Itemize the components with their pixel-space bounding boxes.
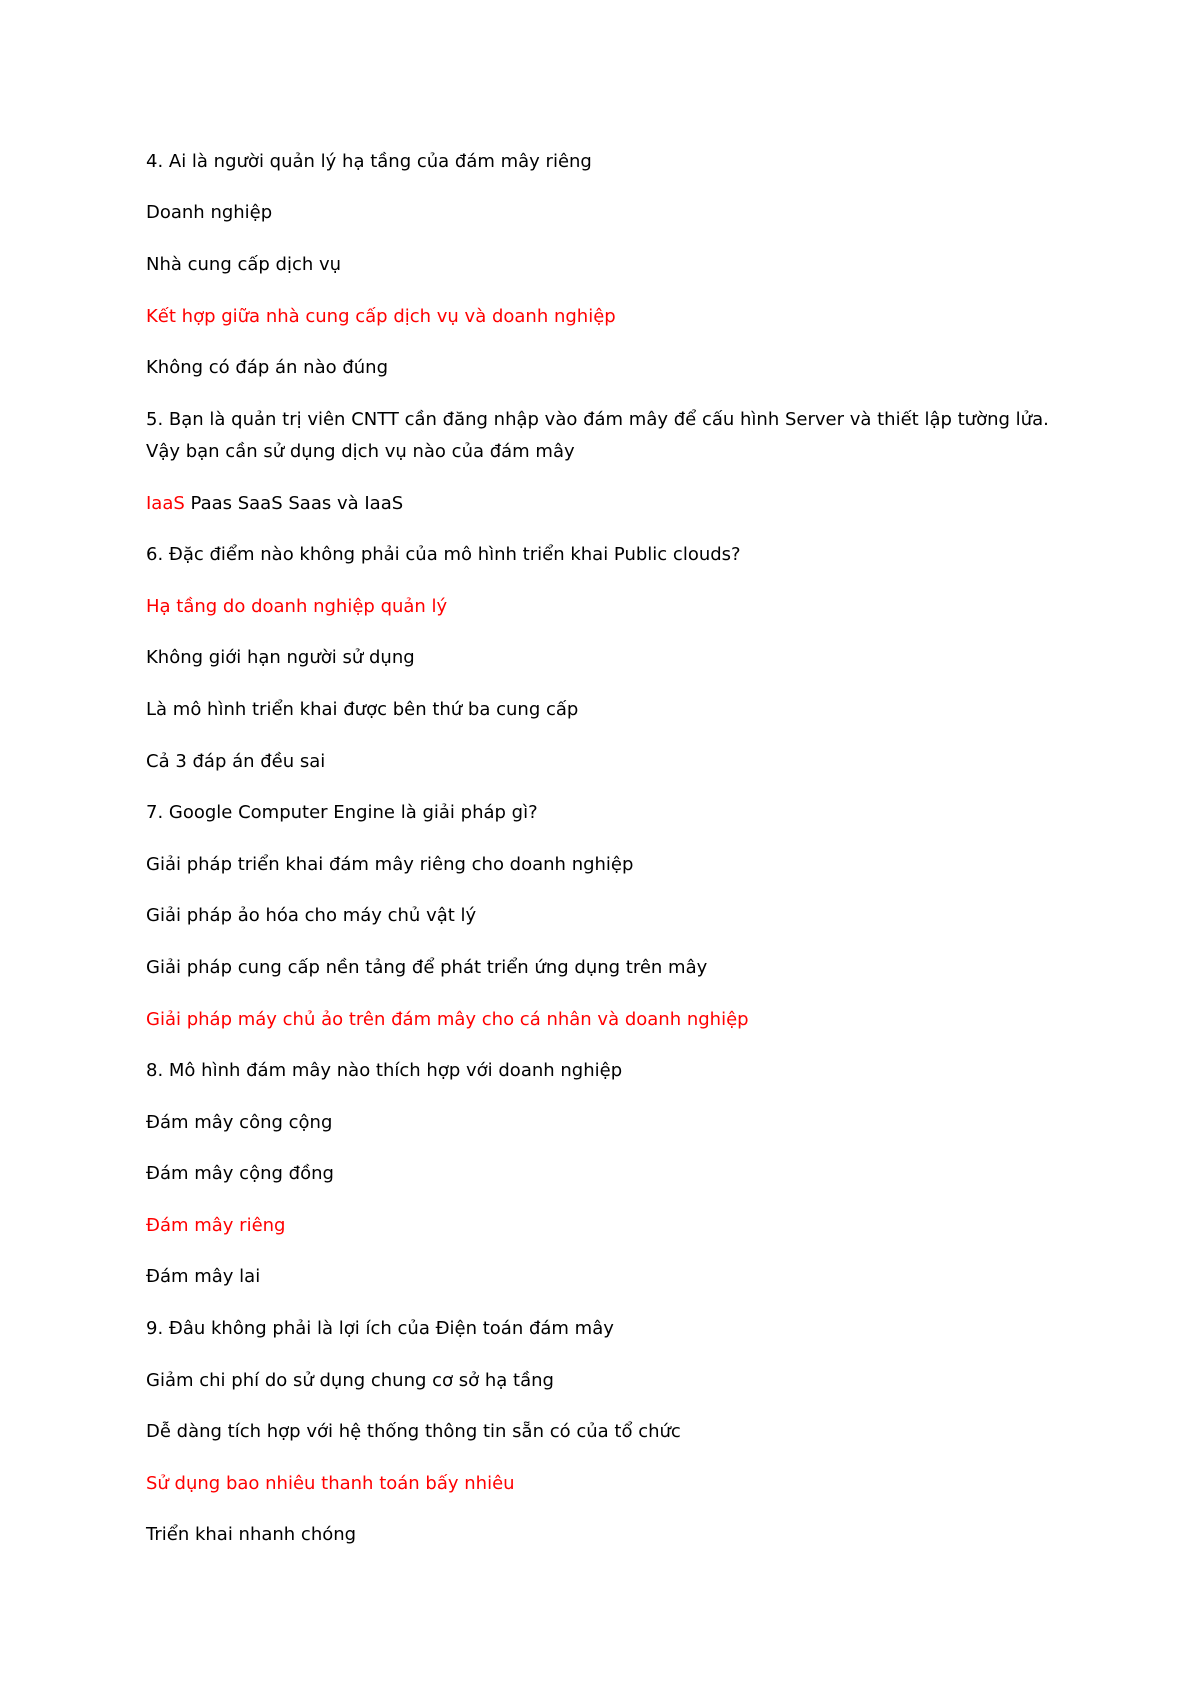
q7-option-2: Giải pháp ảo hóa cho máy chủ vật lý	[146, 905, 477, 926]
question-6: 6. Đặc điểm nào không phải của mô hình triển khai Public clouds?	[146, 544, 741, 565]
q4-option-3-correct: Kết hợp giữa nhà cung cấp dịch vụ và doanh nghiệp	[146, 306, 616, 327]
question-5-line-2: Vậy bạn cần sử dụng dịch vụ nào của đám mây	[146, 441, 575, 462]
q9-option-3-correct: Sử dụng bao nhiêu thanh toán bấy nhiêu	[146, 1473, 515, 1494]
q9-option-2: Dễ dàng tích hợp với hệ thống thông tin sẵn có của tổ chức	[146, 1421, 681, 1442]
question-7: 7. Google Computer Engine là giải pháp gì?	[146, 802, 538, 823]
q8-option-1: Đám mây công cộng	[146, 1112, 333, 1133]
q4-option-4: Không có đáp án nào đúng	[146, 357, 389, 378]
q8-option-2: Đám mây cộng đồng	[146, 1163, 334, 1184]
q5-answer	[146, 488, 1066, 520]
q7-option-1: Giải pháp triển khai đám mây riêng cho doanh nghiệp	[146, 854, 634, 875]
q6-option-2: Không giới hạn người sử dụng	[146, 647, 415, 668]
q9-option-1: Giảm chi phí do sử dụng chung cơ sở hạ tầng	[146, 1370, 554, 1391]
q7-option-4-correct: Giải pháp máy chủ ảo trên đám mây cho cá nhân và doanh nghiệp	[146, 1009, 749, 1030]
question-8: 8. Mô hình đám mây nào thích hợp với doanh nghiệp	[146, 1060, 623, 1081]
question-5-line-1: 5. Bạn là quản trị viên CNTT cần đăng nhập vào đám mây để cấu hình Server và thiết lập tường lửa.	[146, 409, 1049, 430]
q6-option-3: Là mô hình triển khai được bên thứ ba cung cấp	[146, 699, 579, 720]
q5-answer-rest: Paas SaaS Saas và IaaS	[184, 493, 404, 514]
q8-option-4: Đám mây lai	[146, 1266, 261, 1287]
q9-option-4: Triển khai nhanh chóng	[146, 1524, 357, 1545]
q4-option-1: Doanh nghiệp	[146, 202, 273, 223]
q8-option-3-correct: Đám mây riêng	[146, 1215, 286, 1236]
q4-option-2: Nhà cung cấp dịch vụ	[146, 254, 342, 275]
q7-option-3: Giải pháp cung cấp nền tảng để phát triển ứng dụng trên mây	[146, 957, 708, 978]
question-4: 4. Ai là người quản lý hạ tầng của đám mây riêng	[146, 151, 592, 172]
question-9: 9. Đâu không phải là lợi ích của Điện toán đám mây	[146, 1318, 614, 1339]
q6-option-1-correct: Hạ tầng do doanh nghiệp quản lý	[146, 596, 448, 617]
q5-answer-correct: IaaS	[146, 493, 185, 514]
q6-option-4: Cả 3 đáp án đều sai	[146, 751, 326, 772]
